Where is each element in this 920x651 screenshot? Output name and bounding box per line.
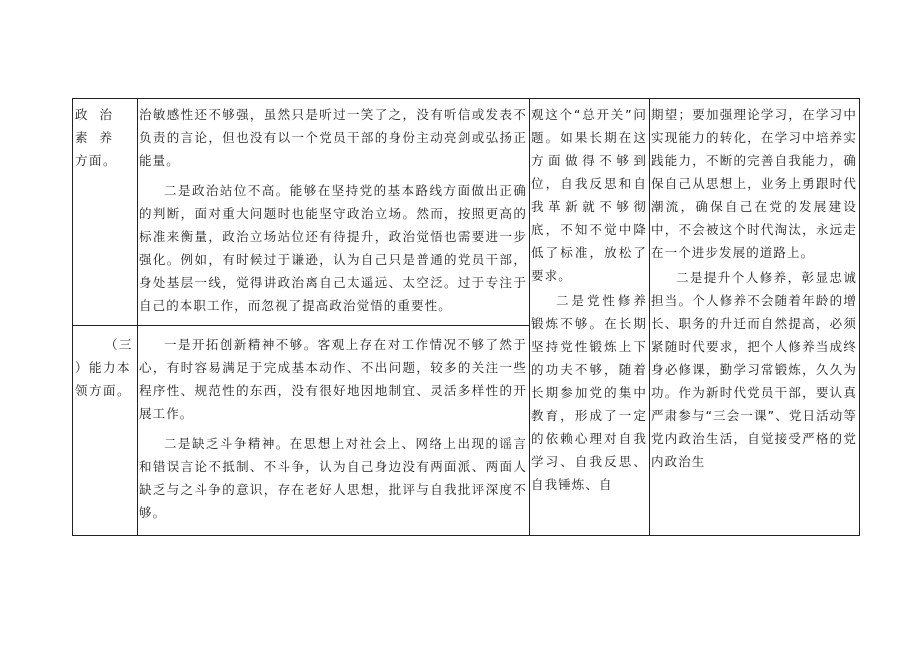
row2-label-line: （三 bbox=[104, 337, 133, 352]
row2-content bbox=[139, 333, 527, 524]
row2-label-line: 领方面。 bbox=[75, 383, 132, 398]
column-divider-2 bbox=[529, 98, 530, 536]
row2-paragraph: 二是缺乏斗争精神。在思想上对社会上、网络上出现的谣言和错误言论不抵制、不斗争，认为自己身边没有两面派、两面人缺乏与之斗争的意识，存在老好人思想，批评与自我批评深度不够。 bbox=[139, 436, 527, 520]
table-bottom-border bbox=[72, 535, 860, 536]
column4-paragraph: 二是提升个人修养，彰显忠诚担当。个人修养不会随着年龄的增长、职务的升迁而自然提高，必须紧随时代要求，把个人修养当成终身必修课，勤学习常锻炼，久久为功。作为新时代党员干部，要认真严肃参与“三会一课”、党日活动等党内政治生活，自觉接受严格的党内政治生 bbox=[651, 270, 857, 469]
table-top-border bbox=[72, 98, 860, 99]
column4-content bbox=[651, 103, 857, 473]
document-table bbox=[72, 98, 860, 536]
row-divider bbox=[72, 325, 530, 326]
table-left-border bbox=[72, 98, 73, 536]
column3-content bbox=[531, 103, 647, 496]
column4-paragraph: 期望；要加强理论学习，在学习中实现能力的转化，在学习中培养实践能力，不断的完善自我能力，确保自己从思想上，业务上勇跟时代潮流，确保自己在党的发展建设中，不会被这个时代淘汰，永远走在一个进步发展的道路上。 bbox=[651, 107, 857, 260]
table-right-border bbox=[859, 98, 860, 536]
row1-paragraph: 治敏感性还不够强，虽然只是听过一笑了之，没有听信或发表不负责的言论，但也没有以一个党员干部的身份主动亮剑或弘扬正能量。 bbox=[139, 107, 527, 168]
row1-paragraph: 二是政治站位不高。能够在坚持党的基本路线方面做出正确的判断，面对重大问题时也能坚守政治立场。然而，按照更高的标准来衡量，政治立场站位还有待提升，政治觉悟也需要进一步强化。例如，有时候过于谦逊，认为自己只是普通的党员干部，身处基层一线，觉得讲政治离自己太遥远、太空泛。过于专注于自己的本职工作，而忽视了提高政治觉悟的重要性。 bbox=[139, 183, 527, 313]
row1-content bbox=[139, 103, 527, 317]
row2-label-line: ）能力本 bbox=[75, 360, 132, 375]
column-divider-3 bbox=[649, 98, 650, 536]
row2-label bbox=[75, 333, 135, 402]
row2-paragraph: 一是开拓创新精神不够。客观上存在对工作情况不够了然于心，有时容易满足于完成基本动作、不出问题，较多的关注一些程序性、规范性的东西，没有很好地因地制宜、灵活多样性的开展工作。 bbox=[139, 337, 527, 421]
column3-paragraph: 二是党性修养锻炼不够。在长期坚持党性锻炼上下的功夫不够，随着长期参加党的集中教育，形成了一定的依赖心理对自我学习、自我反思、自我锤炼、自 bbox=[531, 293, 647, 492]
column3-paragraph: 观这个“总开关”问题。如果长期在这方面做得不够到位，自我反思和自我革新就不够彻底，不知不觉中降低了标准，放松了要求。 bbox=[531, 107, 647, 283]
column-divider-1 bbox=[137, 98, 138, 536]
row1-label-line: 方面。 bbox=[75, 153, 118, 168]
row1-label-line: 政 治 素 养 bbox=[75, 107, 116, 145]
row1-label bbox=[75, 103, 135, 172]
